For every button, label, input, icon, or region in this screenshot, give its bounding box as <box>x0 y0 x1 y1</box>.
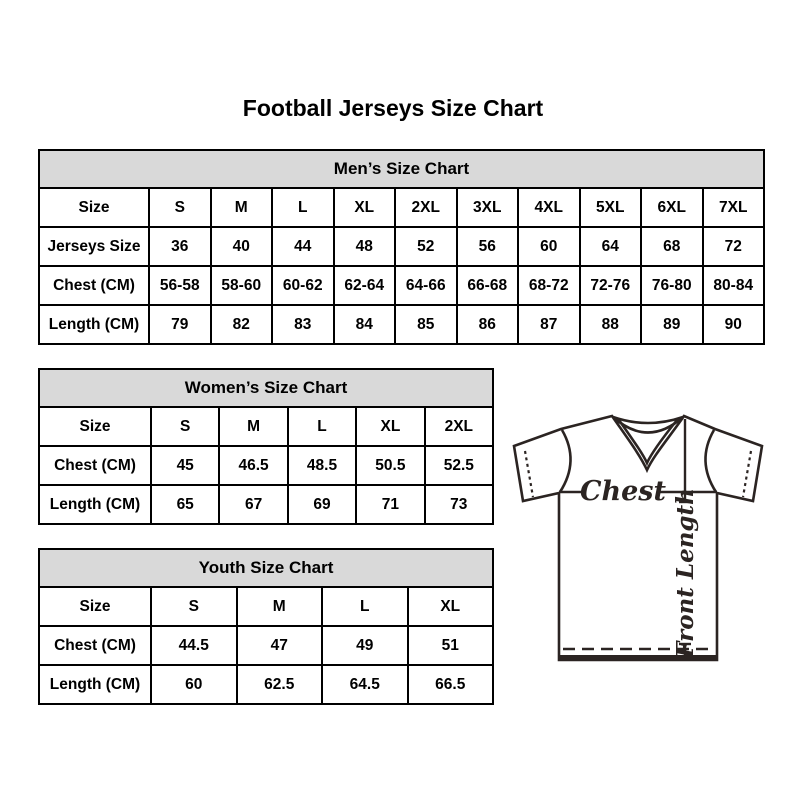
size-col-header: 4XL <box>519 189 579 226</box>
womens-size-table <box>38 368 494 525</box>
value-cell: 64.5 <box>323 666 407 703</box>
value-cell: 49 <box>323 627 407 664</box>
size-col-header: L <box>273 189 333 226</box>
value-cell: 65 <box>152 486 218 523</box>
size-col-header: M <box>220 408 286 445</box>
value-cell: 68 <box>642 228 702 265</box>
value-cell: 62-64 <box>335 267 395 304</box>
size-col-header: L <box>323 588 407 625</box>
front-length-measure-label: Front Length <box>672 488 699 658</box>
row-label-cell: Size <box>40 189 148 226</box>
value-cell: 76-80 <box>642 267 702 304</box>
value-cell: 90 <box>704 306 764 343</box>
value-cell: 60 <box>519 228 579 265</box>
size-col-header: 3XL <box>458 189 518 226</box>
row-label-cell: Length (CM) <box>40 666 150 703</box>
size-col-header: XL <box>335 189 395 226</box>
size-col-header: 2XL <box>426 408 492 445</box>
size-col-header: 5XL <box>581 189 641 226</box>
value-cell: 60-62 <box>273 267 333 304</box>
value-cell: 88 <box>581 306 641 343</box>
mens-size-table <box>38 149 765 345</box>
value-cell: 85 <box>396 306 456 343</box>
value-cell: 44.5 <box>152 627 236 664</box>
value-cell: 87 <box>519 306 579 343</box>
value-cell: 46.5 <box>220 447 286 484</box>
value-cell: 72 <box>704 228 764 265</box>
value-cell: 79 <box>150 306 210 343</box>
size-col-header: S <box>152 588 236 625</box>
value-cell: 86 <box>458 306 518 343</box>
chest-measure-label: Chest <box>580 476 666 507</box>
row-label-cell: Length (CM) <box>40 306 148 343</box>
row-label-cell: Length (CM) <box>40 486 150 523</box>
value-cell: 68-72 <box>519 267 579 304</box>
size-col-header: L <box>289 408 355 445</box>
value-cell: 51 <box>409 627 493 664</box>
value-cell: 36 <box>150 228 210 265</box>
size-col-header: S <box>152 408 218 445</box>
value-cell: 50.5 <box>357 447 423 484</box>
value-cell: 56 <box>458 228 518 265</box>
value-cell: 40 <box>212 228 272 265</box>
size-col-header: XL <box>357 408 423 445</box>
value-cell: 64-66 <box>396 267 456 304</box>
value-cell: 84 <box>335 306 395 343</box>
jersey-measurement-diagram <box>500 398 780 670</box>
value-cell: 48.5 <box>289 447 355 484</box>
value-cell: 48 <box>335 228 395 265</box>
row-label-cell: Jerseys Size <box>40 228 148 265</box>
size-col-header: 6XL <box>642 189 702 226</box>
jersey-outline-icon <box>500 398 780 670</box>
value-cell: 52.5 <box>426 447 492 484</box>
value-cell: 66.5 <box>409 666 493 703</box>
value-cell: 60 <box>152 666 236 703</box>
row-label-cell: Size <box>40 588 150 625</box>
value-cell: 69 <box>289 486 355 523</box>
value-cell: 56-58 <box>150 267 210 304</box>
youth-table-title: Youth Size Chart <box>40 550 492 586</box>
value-cell: 73 <box>426 486 492 523</box>
size-col-header: M <box>238 588 322 625</box>
value-cell: 66-68 <box>458 267 518 304</box>
size-col-header: S <box>150 189 210 226</box>
value-cell: 89 <box>642 306 702 343</box>
value-cell: 44 <box>273 228 333 265</box>
value-cell: 47 <box>238 627 322 664</box>
size-col-header: XL <box>409 588 493 625</box>
row-label-cell: Chest (CM) <box>40 267 148 304</box>
value-cell: 52 <box>396 228 456 265</box>
size-col-header: 7XL <box>704 189 764 226</box>
size-col-header: M <box>212 189 272 226</box>
value-cell: 71 <box>357 486 423 523</box>
value-cell: 45 <box>152 447 218 484</box>
row-label-cell: Chest (CM) <box>40 627 150 664</box>
value-cell: 72-76 <box>581 267 641 304</box>
value-cell: 64 <box>581 228 641 265</box>
value-cell: 67 <box>220 486 286 523</box>
mens-table-title: Men’s Size Chart <box>40 151 763 187</box>
row-label-cell: Chest (CM) <box>40 447 150 484</box>
page-title: Football Jerseys Size Chart <box>242 95 544 121</box>
value-cell: 58-60 <box>212 267 272 304</box>
size-col-header: 2XL <box>396 189 456 226</box>
row-label-cell: Size <box>40 408 150 445</box>
womens-table-title: Women’s Size Chart <box>40 370 492 406</box>
value-cell: 80-84 <box>704 267 764 304</box>
value-cell: 83 <box>273 306 333 343</box>
value-cell: 62.5 <box>238 666 322 703</box>
value-cell: 82 <box>212 306 272 343</box>
youth-size-table <box>38 548 494 705</box>
